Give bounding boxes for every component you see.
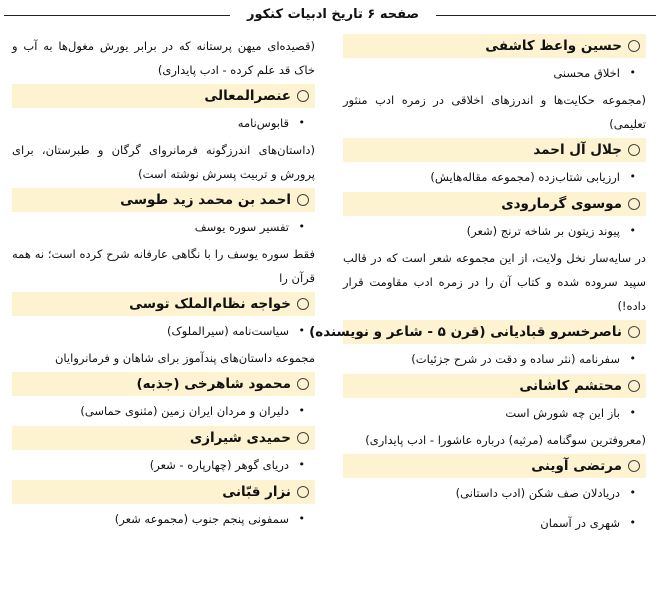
section-title: محمود شاهرخی (جذبه)	[136, 376, 291, 392]
section-title: عنصرالمعالی	[204, 88, 291, 104]
section-avini	[343, 454, 646, 538]
list-item: • دلیران و مردان ایران زمین (مثنوی حماسی)	[12, 396, 315, 426]
section-title-bar	[343, 192, 646, 216]
list-item: • اخلاق محسنی	[343, 58, 646, 88]
section-onsor-al-maali	[12, 84, 315, 186]
section-note: مجموعه داستان‌های پندآموز برای شاهان و فرمانروایان	[54, 351, 315, 365]
circle-icon	[628, 40, 640, 52]
section-mohtasham	[343, 374, 646, 452]
section-title-bar	[343, 454, 646, 478]
section-garmaroudi	[343, 192, 646, 318]
page-header	[0, 0, 660, 28]
section-note: (مجموعه حکایت‌ها و اندرزهای اخلاقی در زمره ادب منثور تعلیمی)	[343, 93, 646, 131]
section-title: جلال آل احمد	[533, 142, 622, 158]
list-item: • سمفونی پنجم جنوب (مجموعه شعر)	[12, 504, 315, 534]
section-note: (داستان‌های اندرزگونه فرمانروای گرگان و طبرستان، برای پرورش و تربیت پسرش نوشته است)	[12, 143, 315, 181]
list-item: • ارزیابی شتاب‌زده (مجموعه مقاله‌هایش)	[343, 162, 646, 192]
header-title: صفحه ۶ تاریخ ادبیات کنکور	[246, 6, 420, 22]
list-item: • دریادلان صف شکن (ادب داستانی)	[343, 478, 646, 508]
section-hamidi	[12, 426, 315, 480]
section-note: فقط سوره یوسف را با نگاهی عارفانه شرح کرده است؛ نه همه قرآن را	[12, 247, 315, 285]
section-title-bar	[12, 188, 315, 212]
section-title-bar	[12, 426, 315, 450]
section-title: احمد بن محمد زید طوسی	[120, 192, 291, 208]
circle-icon	[628, 144, 640, 156]
list-item: • قابوس‌نامه	[12, 108, 315, 138]
section-note: (قصیده‌ای میهن پرستانه که در برابر یورش مغول‌ها به آب و خاک قد علم کرده - ادب پایداری)	[12, 39, 315, 77]
header-label	[230, 4, 436, 24]
list-item: • پیوند زیتون بر شاخه ترنج (شعر)	[343, 216, 646, 246]
section-al-ahmad	[343, 138, 646, 192]
section-qabbani	[12, 480, 315, 534]
section-title-bar	[343, 374, 646, 398]
section-naser-khosrow	[309, 320, 646, 374]
section-title: حسین واعظ کاشفی	[485, 38, 622, 54]
section-title: مرتضی آوینی	[531, 458, 622, 474]
right-column	[309, 34, 646, 538]
section-note: در سایه‌سار نخل ولایت، از این مجموعه شعر است که در قالب سپید سروده شده و کتاب آن را در زمره ادب مقاومت قرار داده!)	[343, 251, 646, 313]
section-tousi	[12, 188, 315, 290]
circle-icon	[628, 198, 640, 210]
section-title-bar	[12, 480, 315, 504]
circle-icon	[297, 432, 309, 444]
section-title: حمیدی شیرازی	[189, 430, 291, 446]
list-item: • تفسیر سوره یوسف	[12, 212, 315, 242]
left-column	[12, 34, 315, 534]
circle-icon	[297, 298, 309, 310]
section-title: موسوی گرمارودی	[501, 196, 622, 212]
list-item: • شهری در آسمان	[343, 508, 646, 538]
circle-icon	[628, 460, 640, 472]
section-note: (معروفترین سوگنامه (مرثیه) درباره عاشورا - ادب پایداری)	[365, 433, 646, 447]
section-title: نزار قبّانی	[222, 484, 291, 500]
section-title-bar	[12, 372, 315, 396]
list-item: • دریای گوهر (چهارپاره - شعر)	[12, 450, 315, 480]
section-title: محتشم کاشانی	[519, 378, 622, 394]
section-shahrokhi	[12, 372, 315, 426]
list-item: • سیاست‌نامه (سیرالملوک)	[12, 316, 315, 346]
section-title-bar	[343, 34, 646, 58]
circle-icon	[297, 378, 309, 390]
circle-icon	[297, 90, 309, 102]
list-item: • باز این چه شورش است	[343, 398, 646, 428]
circle-icon	[297, 486, 309, 498]
section-title-bar	[12, 292, 315, 316]
circle-icon	[297, 194, 309, 206]
circle-icon	[628, 380, 640, 392]
section-title-bar	[309, 320, 646, 344]
section-title: ناصرخسرو قبادیانی (قرن ۵ - شاعر و نویسنده)	[309, 324, 622, 340]
circle-icon	[628, 326, 640, 338]
section-title-bar	[12, 84, 315, 108]
section-title-bar	[343, 138, 646, 162]
section-continued	[12, 34, 315, 82]
section-title: خواجه نظام‌الملک توسی	[129, 296, 291, 312]
section-kashefi	[343, 34, 646, 136]
list-item: • سفرنامه (نثر ساده و دقت در شرح جزئیات)	[343, 344, 646, 374]
section-nezam-al-molk	[12, 292, 315, 370]
